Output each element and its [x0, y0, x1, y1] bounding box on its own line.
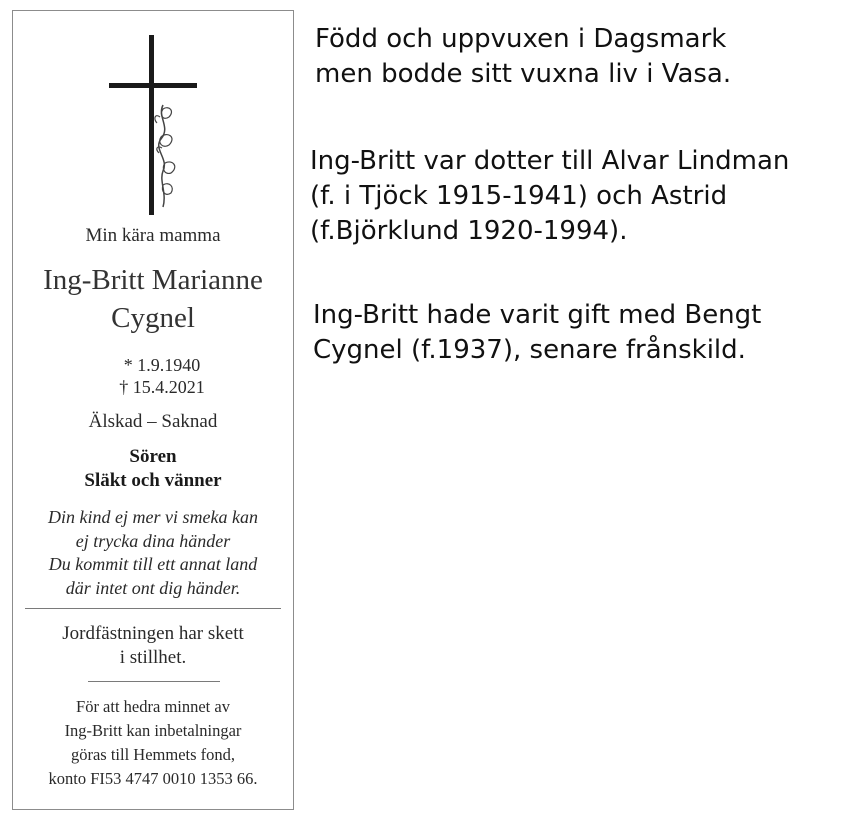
life-dates	[13, 354, 293, 398]
notice-intro: Min kära mamma	[85, 225, 221, 246]
bio-line: Ing-Britt var dotter till Alvar Lindman	[310, 146, 790, 176]
divider	[25, 608, 281, 609]
poem-line: där intet ont dig händer.	[65, 577, 241, 598]
name-line: Cygnel	[111, 302, 195, 334]
donation-line: konto FI53 4747 0010 1353 66.	[48, 769, 258, 788]
bio-paragraph-parents	[310, 144, 789, 249]
mourner-line: Släkt och vänner	[84, 470, 222, 491]
poem-line: Din kind ej mer vi smeka kan	[48, 507, 258, 527]
burial-info	[13, 622, 293, 670]
burial-line: i stillhet.	[119, 647, 187, 668]
deceased-name	[13, 261, 293, 337]
loved-missed: Älskad – Saknad	[88, 411, 218, 432]
donation-info	[13, 695, 293, 791]
bio-line: (f.Björklund 1920-1994).	[310, 216, 628, 246]
bio-line: Cygnel (f.1937), senare frånskild.	[313, 335, 746, 365]
donation-line: Ing-Britt kan inbetalningar	[64, 721, 242, 740]
poem-line: ej trycka dina händer	[75, 530, 231, 551]
mourner-line: Sören	[129, 446, 177, 467]
bio-line: men bodde sitt vuxna liv i Vasa.	[315, 59, 732, 89]
mourners	[13, 445, 293, 493]
bio-paragraph-origin	[315, 22, 731, 92]
short-divider	[88, 681, 220, 682]
death-notice	[12, 10, 294, 810]
burial-line: Jordfästningen har skett	[62, 623, 244, 644]
cross-with-flower-icon	[105, 35, 201, 215]
bio-line: Ing-Britt hade varit gift med Bengt	[313, 300, 762, 330]
birth-date: * 1.9.1940	[123, 355, 201, 375]
poem-line: Du kommit till ett annat land	[48, 554, 258, 574]
death-date: † 15.4.2021	[119, 377, 205, 397]
name-line: Ing-Britt Marianne	[43, 264, 263, 296]
bio-line: Född och uppvuxen i Dagsmark	[315, 24, 727, 54]
donation-line: göras till Hemmets fond,	[70, 745, 236, 764]
poem	[13, 506, 293, 600]
bio-line: (f. i Tjöck 1915-1941) och Astrid	[310, 181, 728, 211]
donation-line: För att hedra minnet av	[76, 697, 230, 716]
bio-paragraph-marriage	[313, 298, 761, 368]
